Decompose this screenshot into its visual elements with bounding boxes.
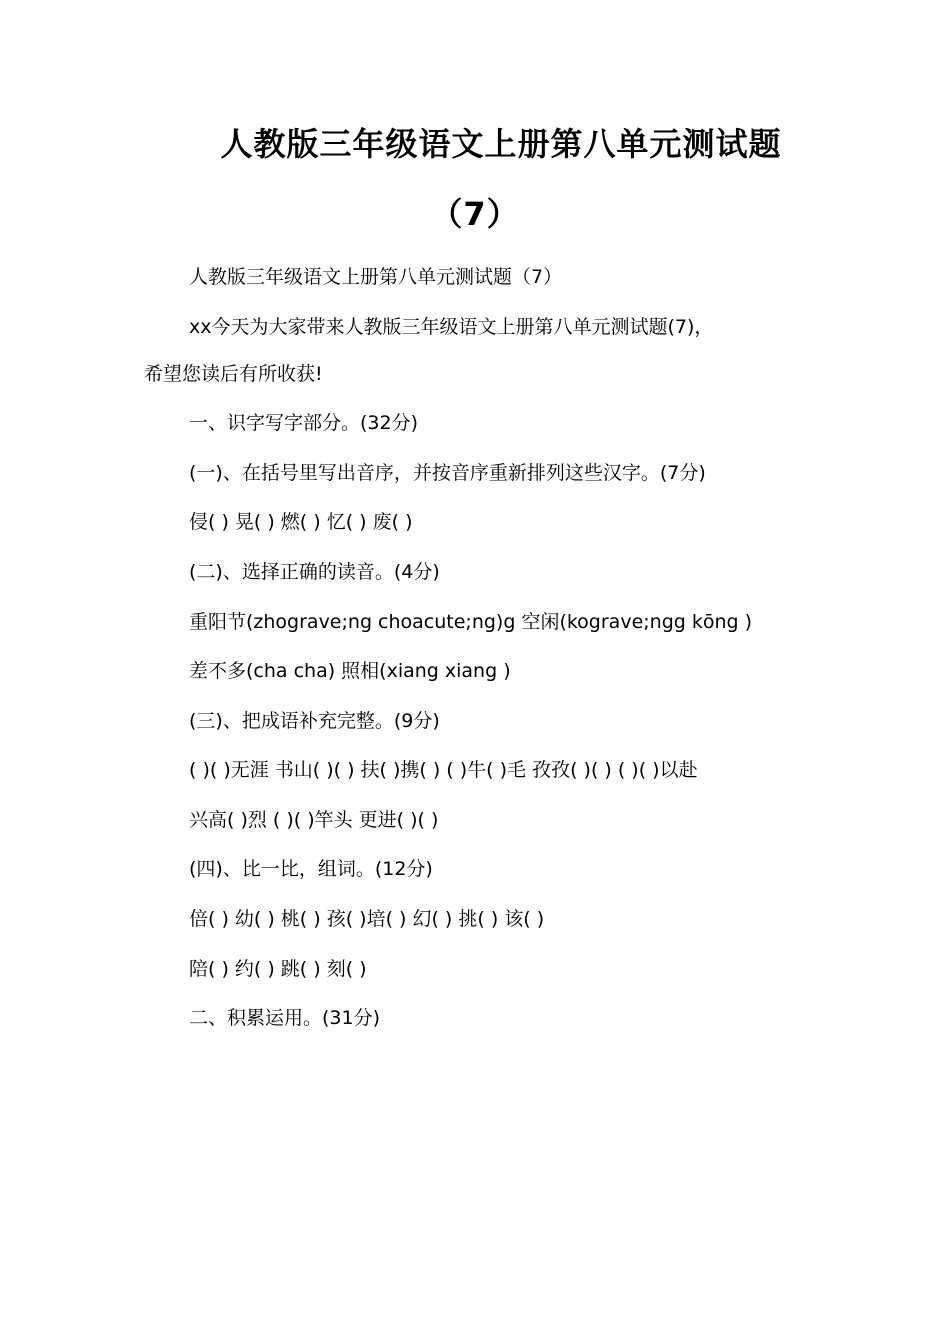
document-title: 人教版三年级语文上册第八单元测试题 <box>220 125 782 163</box>
question-content: 倍( ) 幼( ) 桃( ) 孩( )培( ) 幻( ) 挑( ) 该( ) <box>189 908 545 930</box>
question-content: 差不多(cha cha) 照相(xiang xiang ) <box>189 660 511 682</box>
question-content: 侵( ) 晃( ) 燃( ) 忆( ) 废( ) <box>189 511 413 533</box>
question-content: 陪( ) 约( ) 跳( ) 刻( ) <box>189 958 367 980</box>
question-heading-4: (四)、比一比，组词。(12分) <box>189 858 433 880</box>
question-content: 重阳节(zhograve;ng choacute;ng)g 空闲(kograve;ngg kōng ) <box>189 611 753 633</box>
paragraph-intro: xx今天为大家带来人教版三年级语文上册第八单元测试题(7)， <box>189 316 714 338</box>
question-content: ( )( )无涯 书山( )( ) 扶( )携( ) ( )牛( )毛 孜孜( )( ) ( )( )以赴 <box>189 759 698 781</box>
document-title-number: （7） <box>430 195 520 233</box>
question-content: 兴高( )烈 ( )( )竿头 更进( )( ) <box>189 809 439 831</box>
section-heading-2: 二、积累运用。(31分) <box>189 1007 381 1029</box>
paragraph-subtitle: 人教版三年级语文上册第八单元测试题（7） <box>189 266 563 288</box>
paragraph-intro-continued: 希望您读后有所收获! <box>144 363 323 385</box>
section-heading-1: 一、识字写字部分。(32分) <box>189 412 419 434</box>
question-heading-2: (二)、选择正确的读音。(4分) <box>189 561 440 583</box>
question-heading-3: (三)、把成语补充完整。(9分) <box>189 710 440 732</box>
question-heading-1: (一)、在括号里写出音序，并按音序重新排列这些汉字。(7分) <box>189 462 706 484</box>
